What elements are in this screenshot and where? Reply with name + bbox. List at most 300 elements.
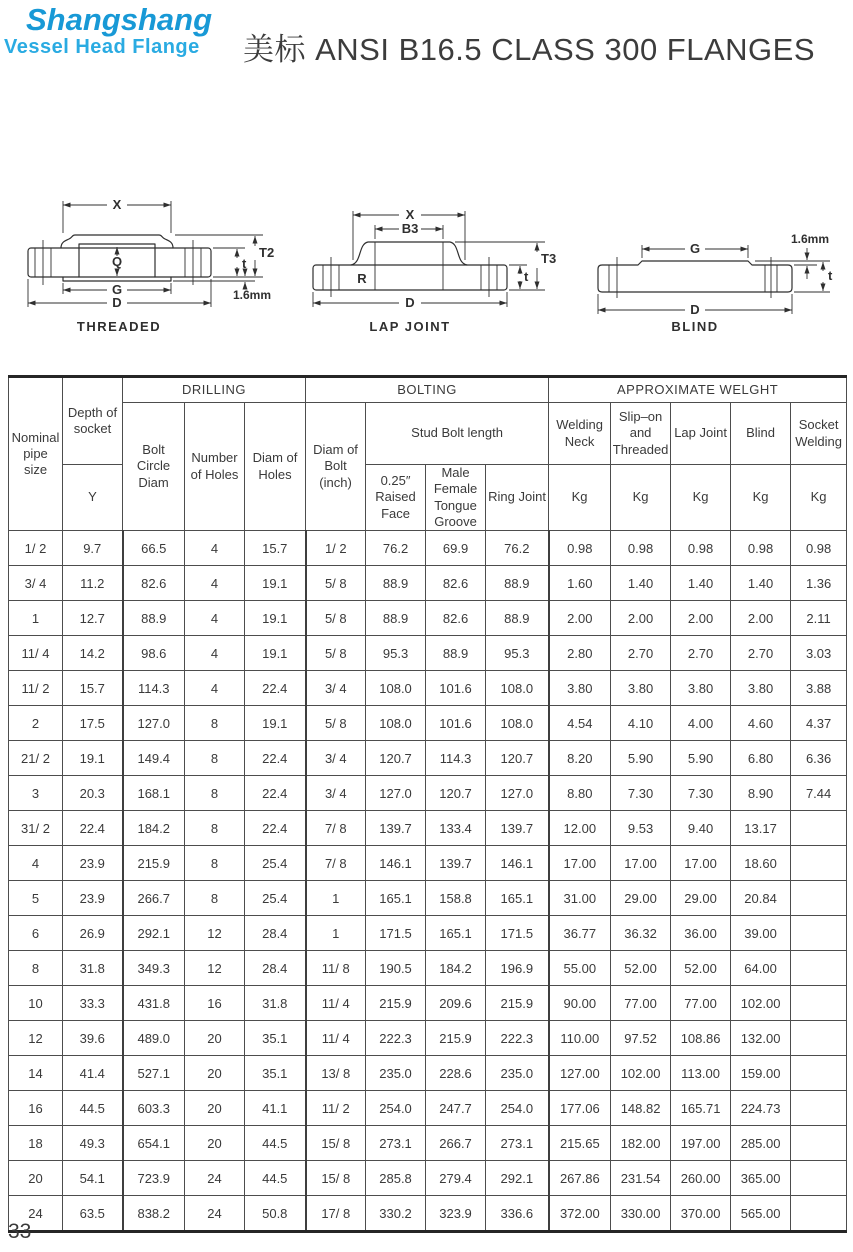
spec-cell: 158.8	[426, 881, 486, 916]
header-kg-slip-on: Kg	[611, 465, 671, 531]
spec-cell: 165.1	[486, 881, 549, 916]
spec-cell: 63.5	[63, 1196, 123, 1232]
spec-cell: 3.80	[671, 671, 731, 706]
spec-cell: 279.4	[426, 1161, 486, 1196]
spec-row	[9, 1021, 847, 1056]
spec-cell: 7.44	[791, 776, 847, 811]
spec-cell: 10	[9, 986, 63, 1021]
spec-cell: 120.7	[366, 741, 426, 776]
spec-cell: 5/ 8	[306, 706, 366, 741]
spec-cell: 113.00	[671, 1056, 731, 1091]
spec-cell: 285.00	[731, 1126, 791, 1161]
spec-cell: 21/ 2	[9, 741, 63, 776]
diagram-blind	[585, 190, 853, 345]
spec-cell: 35.1	[245, 1056, 306, 1091]
spec-cell: 0.98	[731, 531, 791, 566]
spec-cell: 2.70	[731, 636, 791, 671]
spec-cell: 12.00	[549, 811, 611, 846]
spec-cell: 25.4	[245, 846, 306, 881]
brand-tagline: Vessel Head Flange	[4, 36, 200, 58]
page-title: 美标 ANSI B16.5 CLASS 300 FLANGES	[243, 32, 816, 67]
spec-cell: 165.1	[366, 881, 426, 916]
spec-cell: 12	[9, 1021, 63, 1056]
spec-cell: 1.60	[549, 566, 611, 601]
spec-cell: 24	[185, 1196, 245, 1232]
spec-cell: 17.00	[611, 846, 671, 881]
spec-cell: 108.86	[671, 1021, 731, 1056]
spec-row	[9, 951, 847, 986]
group-header-approximate-weight: APPROXIMATE WELGHT	[549, 377, 847, 403]
spec-cell: 17/ 8	[306, 1196, 366, 1232]
diagram-threaded	[15, 190, 295, 345]
spec-cell: 39.00	[731, 916, 791, 951]
spec-row	[9, 741, 847, 776]
spec-cell	[791, 1021, 847, 1056]
dim-label-1.6mm: 1.6mm	[232, 288, 272, 302]
spec-cell: 4	[185, 531, 245, 566]
spec-cell: 4.10	[611, 706, 671, 741]
spec-cell: 177.06	[549, 1091, 611, 1126]
spec-cell: 0.98	[791, 531, 847, 566]
header-nominal-pipe-size: Nominal pipe size	[9, 377, 63, 531]
spec-cell: 260.00	[671, 1161, 731, 1196]
dim-label-t: t	[242, 256, 247, 271]
spec-cell: 215.9	[123, 846, 185, 881]
spec-cell: 2.70	[671, 636, 731, 671]
spec-cell: 5	[9, 881, 63, 916]
header-lap-joint: Lap Joint	[671, 403, 731, 465]
spec-cell: 11.2	[63, 566, 123, 601]
spec-cell: 330.2	[366, 1196, 426, 1232]
spec-cell: 14.2	[63, 636, 123, 671]
spec-cell: 25.4	[245, 881, 306, 916]
spec-cell: 8	[9, 951, 63, 986]
spec-cell: 19.1	[63, 741, 123, 776]
spec-cell: 88.9	[366, 601, 426, 636]
spec-cell: 489.0	[123, 1021, 185, 1056]
spec-cell: 29.00	[611, 881, 671, 916]
spec-cell: 165.71	[671, 1091, 731, 1126]
spec-cell: 4	[185, 566, 245, 601]
spec-cell: 292.1	[486, 1161, 549, 1196]
spec-cell: 323.9	[426, 1196, 486, 1232]
spec-cell: 2.80	[549, 636, 611, 671]
spec-cell: 82.6	[426, 601, 486, 636]
spec-cell: 52.00	[611, 951, 671, 986]
spec-cell: 18.60	[731, 846, 791, 881]
spec-cell: 127.0	[123, 706, 185, 741]
spec-cell: 88.9	[486, 566, 549, 601]
header-depth-of-socket: Depth of socket	[63, 377, 123, 465]
spec-cell: 108.0	[486, 671, 549, 706]
spec-cell: 18	[9, 1126, 63, 1161]
spec-cell: 215.9	[486, 986, 549, 1021]
spec-row	[9, 671, 847, 706]
raised-face-step	[63, 277, 171, 281]
spec-cell: 95.3	[486, 636, 549, 671]
spec-cell	[791, 1091, 847, 1126]
spec-cell: 101.6	[426, 706, 486, 741]
spec-cell: 168.1	[123, 776, 185, 811]
spec-cell: 64.00	[731, 951, 791, 986]
spec-cell: 23.9	[63, 846, 123, 881]
spec-cell: 723.9	[123, 1161, 185, 1196]
spec-cell: 14	[9, 1056, 63, 1091]
spec-cell: 11/ 8	[306, 951, 366, 986]
spec-cell: 88.9	[123, 601, 185, 636]
spec-cell: 22.4	[245, 741, 306, 776]
spec-cell: 149.4	[123, 741, 185, 776]
spec-cell: 88.9	[486, 601, 549, 636]
spec-cell: 41.1	[245, 1091, 306, 1126]
dim-label-x: X	[112, 197, 122, 212]
spec-cell: 330.00	[611, 1196, 671, 1232]
spec-cell: 0.98	[611, 531, 671, 566]
spec-cell: 88.9	[426, 636, 486, 671]
spec-cell: 28.4	[245, 951, 306, 986]
spec-row	[9, 916, 847, 951]
spec-cell: 12.7	[63, 601, 123, 636]
spec-cell: 19.1	[245, 636, 306, 671]
spec-row	[9, 566, 847, 601]
spec-cell: 267.86	[549, 1161, 611, 1196]
spec-cell: 20.84	[731, 881, 791, 916]
spec-cell: 285.8	[366, 1161, 426, 1196]
dim-label-t2: T2	[259, 245, 275, 260]
spec-cell: 29.00	[671, 881, 731, 916]
dim-label-x: X	[405, 207, 415, 222]
spec-cell: 127.00	[549, 1056, 611, 1091]
spec-cell: 431.8	[123, 986, 185, 1021]
spec-cell: 8.80	[549, 776, 611, 811]
spec-cell: 8.20	[549, 741, 611, 776]
group-header-drilling: DRILLING	[123, 377, 306, 403]
spec-cell: 12	[185, 916, 245, 951]
spec-cell	[791, 1161, 847, 1196]
spec-cell: 44.5	[245, 1126, 306, 1161]
spec-cell: 9.40	[671, 811, 731, 846]
spec-row	[9, 1126, 847, 1161]
spec-cell: 184.2	[426, 951, 486, 986]
spec-cell: 19.1	[245, 706, 306, 741]
brand-logo: Shangshang	[26, 2, 213, 37]
spec-cell: 838.2	[123, 1196, 185, 1232]
spec-cell: 90.00	[549, 986, 611, 1021]
spec-cell: 3.88	[791, 671, 847, 706]
spec-cell: 603.3	[123, 1091, 185, 1126]
spec-cell: 372.00	[549, 1196, 611, 1232]
spec-cell: 292.1	[123, 916, 185, 951]
spec-cell: 3/ 4	[306, 671, 366, 706]
spec-cell: 31/ 2	[9, 811, 63, 846]
spec-cell: 17.00	[549, 846, 611, 881]
spec-cell: 114.3	[426, 741, 486, 776]
dim-label-d: D	[112, 295, 122, 310]
spec-cell: 139.7	[426, 846, 486, 881]
spec-cell: 20	[185, 1126, 245, 1161]
header-bolt-circle-diam: Bolt Circle Diam	[123, 403, 185, 531]
spec-cell: 5/ 8	[306, 601, 366, 636]
spec-cell: 190.5	[366, 951, 426, 986]
spec-cell: 254.0	[366, 1091, 426, 1126]
spec-cell: 336.6	[486, 1196, 549, 1232]
spec-cell	[791, 916, 847, 951]
spec-cell: 6.80	[731, 741, 791, 776]
blind-plate-outline	[598, 261, 792, 292]
spec-cell: 33.3	[63, 986, 123, 1021]
spec-cell: 273.1	[366, 1126, 426, 1161]
spec-cell: 197.00	[671, 1126, 731, 1161]
diagram-caption-threaded: THREADED	[76, 319, 162, 334]
spec-cell: 12	[185, 951, 245, 986]
spec-row	[9, 636, 847, 671]
spec-cell: 15.7	[63, 671, 123, 706]
spec-cell: 132.00	[731, 1021, 791, 1056]
spec-cell: 23.9	[63, 881, 123, 916]
spec-cell: 224.73	[731, 1091, 791, 1126]
spec-cell: 0.98	[671, 531, 731, 566]
spec-cell: 266.7	[123, 881, 185, 916]
dim-label-b3: B3	[401, 221, 419, 236]
spec-cell: 82.6	[123, 566, 185, 601]
spec-cell: 247.7	[426, 1091, 486, 1126]
spec-row	[9, 1056, 847, 1091]
spec-cell: 139.7	[366, 811, 426, 846]
spec-cell: 215.65	[549, 1126, 611, 1161]
spec-row	[9, 881, 847, 916]
spec-cell: 3.03	[791, 636, 847, 671]
spec-cell: 22.4	[245, 671, 306, 706]
spec-cell: 35.1	[245, 1021, 306, 1056]
spec-cell: 148.82	[611, 1091, 671, 1126]
spec-row	[9, 531, 847, 566]
spec-cell: 20	[185, 1021, 245, 1056]
spec-cell	[791, 881, 847, 916]
spec-cell: 88.9	[366, 566, 426, 601]
spec-cell: 31.8	[245, 986, 306, 1021]
spec-cell: 11/ 4	[9, 636, 63, 671]
spec-cell: 1	[9, 601, 63, 636]
spec-cell: 20	[9, 1161, 63, 1196]
spec-cell: 50.8	[245, 1196, 306, 1232]
spec-cell: 2.00	[611, 601, 671, 636]
spec-cell: 11/ 4	[306, 986, 366, 1021]
spec-cell: 0.98	[549, 531, 611, 566]
spec-table-body	[9, 531, 847, 1232]
spec-cell: 235.0	[486, 1056, 549, 1091]
spec-cell: 171.5	[366, 916, 426, 951]
header-number-of-holes: Number of Holes	[185, 403, 245, 531]
spec-cell: 16	[185, 986, 245, 1021]
spec-cell: 5/ 8	[306, 636, 366, 671]
spec-cell: 1	[306, 881, 366, 916]
spec-row	[9, 1091, 847, 1126]
spec-cell: 4	[185, 636, 245, 671]
spec-cell: 2	[9, 706, 63, 741]
spec-cell	[791, 811, 847, 846]
spec-cell: 36.00	[671, 916, 731, 951]
spec-cell: 2.00	[671, 601, 731, 636]
spec-cell: 6	[9, 916, 63, 951]
spec-cell: 222.3	[486, 1021, 549, 1056]
spec-cell: 215.9	[426, 1021, 486, 1056]
spec-cell: 9.7	[63, 531, 123, 566]
spec-cell: 76.2	[486, 531, 549, 566]
dim-label-1.6mm: 1.6mm	[790, 232, 830, 246]
spec-cell: 1/ 2	[306, 531, 366, 566]
group-header-bolting: BOLTING	[306, 377, 549, 403]
spec-cell: 3.80	[611, 671, 671, 706]
header-stud-bolt-length: Stud Bolt length	[366, 403, 549, 465]
spec-row	[9, 1196, 847, 1232]
spec-cell: 8	[185, 811, 245, 846]
spec-cell: 44.5	[245, 1161, 306, 1196]
spec-cell: 8	[185, 741, 245, 776]
dim-label-d: D	[405, 295, 415, 310]
spec-cell: 1/ 2	[9, 531, 63, 566]
spec-cell: 8.90	[731, 776, 791, 811]
spec-cell: 165.1	[426, 916, 486, 951]
spec-cell: 3.80	[731, 671, 791, 706]
spec-cell: 127.0	[366, 776, 426, 811]
spec-row	[9, 1161, 847, 1196]
header-slip-on-threaded: Slip–on and Threaded	[611, 403, 671, 465]
spec-cell: 4.00	[671, 706, 731, 741]
diagram-caption-blind: BLIND	[671, 319, 719, 334]
spec-cell: 5.90	[611, 741, 671, 776]
spec-cell: 108.0	[366, 706, 426, 741]
spec-cell: 3/ 4	[9, 566, 63, 601]
hub-outline	[61, 235, 173, 248]
header-blind: Blind	[731, 403, 791, 465]
spec-cell: 7/ 8	[306, 846, 366, 881]
spec-cell: 228.6	[426, 1056, 486, 1091]
threaded-flange-drawing	[15, 190, 295, 340]
spec-cell: 114.3	[123, 671, 185, 706]
spec-cell: 266.7	[426, 1126, 486, 1161]
spec-cell: 3	[9, 776, 63, 811]
spec-row	[9, 776, 847, 811]
spec-cell: 146.1	[486, 846, 549, 881]
diagram-lap-joint	[305, 190, 565, 345]
spec-cell: 6.36	[791, 741, 847, 776]
spec-cell: 108.0	[486, 706, 549, 741]
header-ring-joint: Ring Joint	[486, 465, 549, 531]
spec-cell: 4	[185, 601, 245, 636]
spec-cell: 31.00	[549, 881, 611, 916]
spec-cell: 365.00	[731, 1161, 791, 1196]
spec-cell: 8	[185, 706, 245, 741]
spec-cell: 196.9	[486, 951, 549, 986]
spec-row	[9, 986, 847, 1021]
spec-cell: 44.5	[63, 1091, 123, 1126]
spec-cell: 22.4	[63, 811, 123, 846]
header-diam-of-bolt: Diam of Bolt (inch)	[306, 403, 366, 531]
spec-cell: 120.7	[486, 741, 549, 776]
header-depth-sub-y: Y	[63, 465, 123, 531]
spec-cell: 22.4	[245, 811, 306, 846]
spec-row	[9, 846, 847, 881]
spec-cell: 3/ 4	[306, 776, 366, 811]
spec-cell	[791, 951, 847, 986]
spec-cell: 1.40	[731, 566, 791, 601]
spec-cell: 133.4	[426, 811, 486, 846]
spec-cell: 2.00	[731, 601, 791, 636]
spec-cell: 102.00	[611, 1056, 671, 1091]
spec-cell: 349.3	[123, 951, 185, 986]
spec-cell: 182.00	[611, 1126, 671, 1161]
header-kg-welding-neck: Kg	[549, 465, 611, 531]
spec-cell: 76.2	[366, 531, 426, 566]
spec-cell: 36.77	[549, 916, 611, 951]
spec-cell: 26.9	[63, 916, 123, 951]
spec-cell: 98.6	[123, 636, 185, 671]
spec-cell: 4.60	[731, 706, 791, 741]
spec-cell: 146.1	[366, 846, 426, 881]
spec-cell	[791, 846, 847, 881]
header-welding-neck: Welding Neck	[549, 403, 611, 465]
spec-cell: 82.6	[426, 566, 486, 601]
spec-cell: 209.6	[426, 986, 486, 1021]
spec-cell: 102.00	[731, 986, 791, 1021]
spec-cell: 8	[185, 776, 245, 811]
spec-cell: 13.17	[731, 811, 791, 846]
spec-cell: 235.0	[366, 1056, 426, 1091]
spec-cell: 110.00	[549, 1021, 611, 1056]
spec-cell: 1.36	[791, 566, 847, 601]
spec-cell: 13/ 8	[306, 1056, 366, 1091]
spec-cell: 20	[185, 1091, 245, 1126]
flange-plate-outline	[313, 265, 507, 290]
spec-cell: 565.00	[731, 1196, 791, 1232]
spec-cell: 139.7	[486, 811, 549, 846]
spec-cell: 16	[9, 1091, 63, 1126]
spec-cell: 4	[185, 671, 245, 706]
spec-cell: 4.37	[791, 706, 847, 741]
spec-cell: 4.54	[549, 706, 611, 741]
spec-cell: 7.30	[611, 776, 671, 811]
spec-cell: 77.00	[611, 986, 671, 1021]
header-kg-socket-welding: Kg	[791, 465, 847, 531]
header-raised-face: 0.25″ Raised Face	[366, 465, 426, 531]
spec-cell: 127.0	[486, 776, 549, 811]
spec-cell: 7/ 8	[306, 811, 366, 846]
spec-cell: 108.0	[366, 671, 426, 706]
spec-cell: 95.3	[366, 636, 426, 671]
spec-cell: 17.5	[63, 706, 123, 741]
diagram-caption-lap-joint: LAP JOINT	[369, 319, 451, 334]
dim-label-t: t	[524, 269, 529, 284]
spec-cell: 11/ 2	[9, 671, 63, 706]
spec-cell: 49.3	[63, 1126, 123, 1161]
spec-cell	[791, 1196, 847, 1232]
spec-cell: 19.1	[245, 566, 306, 601]
spec-row	[9, 811, 847, 846]
dim-label-q: Q	[111, 254, 123, 269]
spec-cell: 20	[185, 1056, 245, 1091]
spec-cell: 66.5	[123, 531, 185, 566]
spec-cell: 24	[9, 1196, 63, 1232]
spec-cell: 9.53	[611, 811, 671, 846]
spec-cell: 215.9	[366, 986, 426, 1021]
spec-cell: 15/ 8	[306, 1161, 366, 1196]
spec-cell: 69.9	[426, 531, 486, 566]
spec-cell: 1.40	[611, 566, 671, 601]
spec-cell: 171.5	[486, 916, 549, 951]
spec-cell: 22.4	[245, 776, 306, 811]
spec-cell: 8	[185, 881, 245, 916]
header-kg-lap-joint: Kg	[671, 465, 731, 531]
